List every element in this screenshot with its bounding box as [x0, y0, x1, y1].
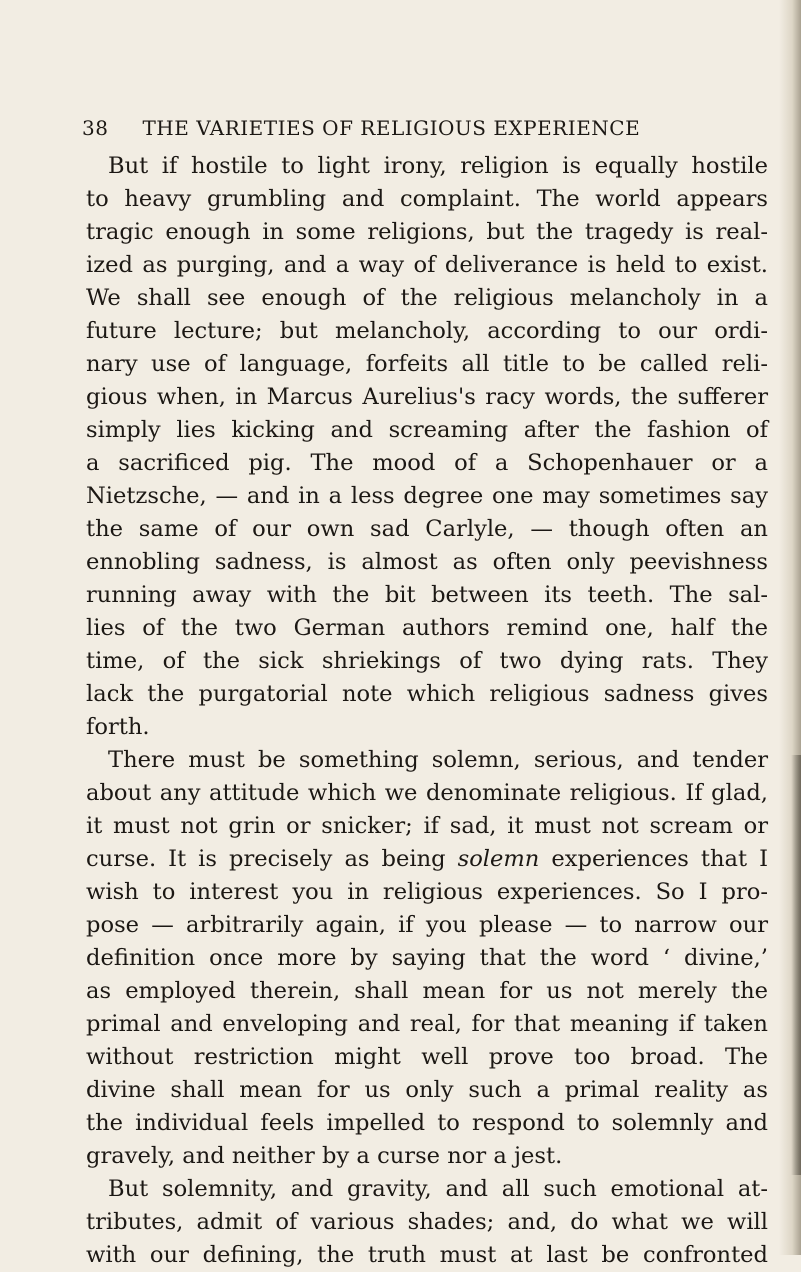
text-line: forth.	[86, 714, 150, 740]
text-line: simply lies kicking and screaming after the fashion of	[86, 417, 768, 443]
text-line: Nietzsche, — and in a less degree one may sometimes say	[86, 483, 768, 509]
text-line: tragic enough in some religions, but the tragedy is real-	[86, 219, 768, 245]
text-line: pose — arbitrarily again, if you please — to narrow our	[86, 912, 768, 938]
text-line: divine shall mean for us only such a primal reality as	[86, 1077, 768, 1103]
text-line: tributes, admit of various shades; and, do what we will	[86, 1209, 768, 1235]
text-line: ized as purging, and a way of deliverance is held to exist.	[86, 252, 768, 278]
text-line: gravely, and neither by a curse nor a jest.	[86, 1143, 563, 1169]
text-line: without restriction might well prove too broad. The	[86, 1044, 768, 1070]
text-line: definition once more by saying that the word ‘ divine,’	[86, 945, 768, 971]
text-segment: curse. It is precisely as being	[86, 846, 446, 872]
text-line: it must not grin or snicker; if sad, it must not scream or	[86, 813, 768, 839]
text-line: We shall see enough of the religious melancholy in a	[86, 285, 768, 311]
text-line: the individual feels impelled to respond to solemnly and	[86, 1110, 768, 1136]
text-line: But solemnity, and gravity, and all such emotional at-	[108, 1176, 768, 1202]
page-number: 38	[82, 116, 109, 140]
text-line: wish to interest you in religious experiences. So I pro-	[86, 879, 768, 905]
text-line: There must be something solemn, serious, and tender	[108, 747, 768, 773]
page-edge-dark	[791, 755, 801, 1175]
text-line: as employed therein, shall mean for us not merely the	[86, 978, 768, 1004]
body-text	[86, 150, 768, 1272]
running-title: THE VARIETIES OF RELIGIOUS EXPERIENCE	[142, 116, 641, 140]
running-header	[82, 116, 758, 140]
text-line: to heavy grumbling and complaint. The world appears	[86, 186, 768, 212]
text-line: about any attitude which we denominate religious. If glad,	[86, 780, 768, 806]
text-line: running away with the bit between its teeth. The sal-	[86, 582, 768, 608]
text-line: with our defining, the truth must at last be confronted	[86, 1242, 768, 1268]
emphasis-solemn: solemn	[457, 846, 540, 872]
text-line: future lecture; but melancholy, according to our ordi-	[86, 318, 768, 344]
text-line: But if hostile to light irony, religion is equally hostile	[108, 153, 768, 179]
text-segment: experiences that I	[551, 846, 768, 872]
text-line: primal and enveloping and real, for that meaning if taken	[86, 1011, 768, 1037]
text-line: lack the purgatorial note which religious sadness gives	[86, 681, 768, 707]
text-line: the same of our own sad Carlyle, — though often an	[86, 516, 768, 542]
text-line: gious when, in Marcus Aurelius's racy words, the sufferer	[86, 384, 768, 410]
text-line: a sacrificed pig. The mood of a Schopenhauer or a	[86, 450, 768, 476]
text-line: time, of the sick shriekings of two dying rats. They	[86, 648, 768, 674]
text-line: lies of the two German authors remind one, half the	[86, 615, 768, 641]
text-line-with-emphasis	[86, 843, 768, 876]
text-line: nary use of language, forfeits all title to be called reli-	[86, 351, 768, 377]
text-line: ennobling sadness, is almost as often only peevishness	[86, 549, 768, 575]
